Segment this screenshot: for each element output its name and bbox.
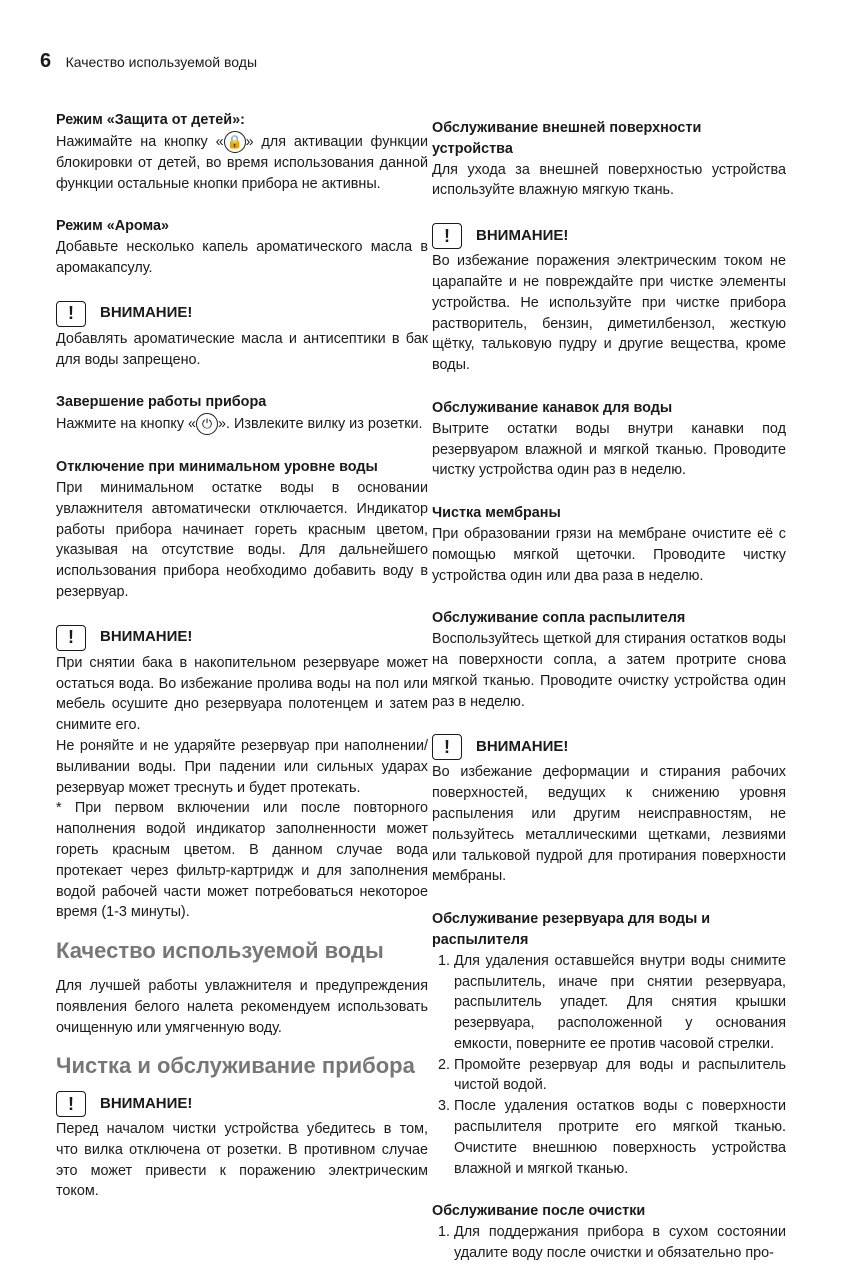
section-title: Завершение работы прибора [56,394,267,411]
section-text: Нажимайте на кнопку « 🔒 » для активации функции блокировки от детей, во время использования данной функции остальные кнопки прибора не активны. [56,131,428,195]
section-title: Обслуживание сопла распылителя [432,610,686,627]
section-title: Режим «Арома» [56,218,169,235]
section-low-water [56,457,428,603]
warning-text: Во избежание деформации и стирания рабочих поверхностей, ведущих к снижению уровня распыления или другим неисправностям, не пользуйтесь металлическими щетками, лезвиями или тальковой пудрой для протирания поверхности мембраны. [432,764,786,885]
warning-block [56,301,428,371]
section-tank [432,909,786,1179]
section-membrane [432,503,786,586]
warning-block [56,1091,428,1202]
numbered-list [432,1222,786,1264]
exclamation-icon: ! [432,223,462,249]
section-title: Обслуживание канавок для воды [432,399,673,416]
warning-block [432,734,786,887]
right-column [432,118,786,1286]
numbered-list [432,951,786,1180]
list-item: 1. Для поддержания прибора в сухом состоянии удалите воду после очистки и обязательно про- [454,1222,786,1264]
warning-text: Во избежание поражения электрическим током не царапайте и не повреждайте при чистке элементы устройства. Не используйте при чистке прибора растворитель, бензин, диметилбензол, жесткую щётку, тальковую пудру и другие вещества, кроме воды. [432,253,786,374]
warning-block [56,625,428,923]
section-text: При образовании грязи на мембране очистите её с помощью мягкой щеточки. Проводите чистку устройства один или два раза в неделю. [432,525,786,584]
section-text: Для лучшей работы увлажнителя и предупреждения появления белого налета рекомендуем использовать очищенную или умягченную воду. [56,977,428,1036]
section-nozzle [432,608,786,712]
exclamation-icon: ! [56,301,86,327]
warning-text: Перед началом чистки устройства убедитесь в том, что вилка отключена от розетки. В противном случае это может привести к поражению электрическим током. [56,1121,428,1200]
warning-text: Добавлять ароматические масла и антисептики в бак для воды запрещено. [56,330,428,368]
section-text: Для ухода за внешней поверхностью устройства используйте влажную мягкую ткань. [432,161,786,199]
section-aroma [56,216,428,278]
warning-label: ВНИМАНИЕ! [476,737,569,755]
list-item: 3. После удаления остатков воды с поверхности распылителя протрите его мягкой тканью. Очистите внешнюю поверхность устройства влажной и мягкой тканью. [454,1096,786,1179]
exclamation-icon: ! [432,734,462,760]
heading-cleaning: Чистка и обслуживание прибора [56,1053,415,1079]
section-child-lock [56,110,428,194]
section-finish [56,392,428,435]
lock-icon: 🔒 [224,131,246,153]
section-grooves [432,398,786,481]
warning-label: ВНИМАНИЕ! [476,226,569,244]
running-title: Качество используемой воды [65,54,258,70]
section-text: Добавьте несколько капель ароматического масла в аромакапсулу. [56,239,428,276]
section-title: Обслуживание после очистки [432,1203,646,1220]
section-text: Нажмите на кнопку « ⏻ ». Извлеките вилку из розетки. [56,413,428,435]
left-column [56,110,428,1224]
section-text: Вытрите остатки воды внутри канавки под резервуаром влажной и мягкой тканью. Проводите чистку устройства один раз в неделю. [432,420,786,479]
section-text: При минимальном остатке воды в основании увлажнителя автоматически отключается. Индикатор работы прибора начинает гореть красным цветом, указывая на отсутствие воды. Для дальнейшего использования прибора необходимо добавить воду в резервуар. [56,479,428,600]
heading-water-quality: Качество используемой воды [56,938,384,964]
section-title: Отключение при минимальном уровне воды [56,459,378,476]
section-text: Воспользуйтесь щеткой для стирания остатков воды на поверхности сопла, а затем протрите сновa мягкой тканью. Проводите очистку устройства один раз в неделю. [432,631,786,710]
warning-label: ВНИМАНИЕ! [100,304,193,322]
warning-label: ВНИМАНИЕ! [100,628,193,646]
exclamation-icon: ! [56,1091,86,1117]
section-outer [432,118,786,201]
warning-text: Не роняйте и не ударяйте резервуар при наполнении/выливании воды. При падении или сильных ударах резервуар может треснуть и будет протекать. [56,737,428,796]
power-icon: ⏻ [196,413,218,435]
exclamation-icon: ! [56,625,86,651]
warning-label: ВНИМАНИЕ! [100,1094,193,1112]
section-title: Обслуживание внешней поверхности устройства [432,120,702,157]
page-number: 6 [40,50,52,72]
warning-text: При снятии бака в накопительном резервуаре может остаться вода. Во избежание пролива воды на пол или мебель осушите дно резервуара полотенцем и затем снимите его. [56,654,428,734]
section-title: Обслуживание резервуара для воды и распылителя [432,911,711,948]
list-item: 1. Для удаления оставшейся внутри воды снимите распылитель, иначе при снятии резервуара, распылитель упадет. Для снятия крышки резервуара, расположенной у основания емкости, поверните ее против часовой стрелки. [454,951,786,1055]
warning-block [432,223,786,376]
section-after [432,1201,786,1263]
section-title: Режим «Защита от детей»: [56,112,245,128]
page-header [40,50,257,73]
section-title: Чистка мембраны [432,505,561,522]
list-item: 2. Промойте резервуар для воды и распылитель чистой водой. [454,1055,786,1097]
warning-text: * При первом включении или после повторного наполнения водой индикатор заполненности может гореть красным цветом. В данном случае вода протекает через фильтр-картридж и для заполнения водой рабочей части может потребоваться некоторое время (1-3 минуты). [56,800,428,921]
